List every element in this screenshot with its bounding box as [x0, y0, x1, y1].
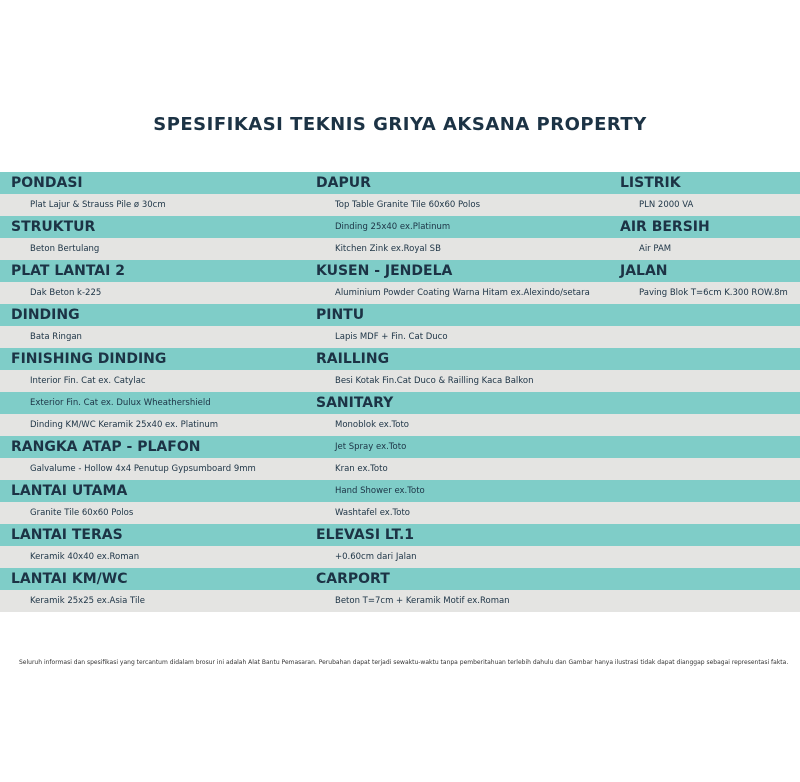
section-heading: LANTAI KM/WC — [11, 571, 128, 587]
spec-item: Keramik 25x25 ex.Asia Tile — [30, 596, 145, 606]
spec-item: Exterior Fin. Cat ex. Dulux Wheathershield — [30, 398, 211, 408]
spec-item: Keramik 40x40 ex.Roman — [30, 552, 140, 562]
section-heading: ELEVASI LT.1 — [316, 527, 415, 543]
section-heading: PLAT LANTAI 2 — [11, 263, 125, 279]
spec-item: Dinding 25x40 ex.Platinum — [335, 222, 451, 232]
section-heading: STRUKTUR — [11, 219, 96, 235]
section-heading: LANTAI UTAMA — [11, 483, 128, 499]
spec-item: Air PAM — [639, 244, 672, 254]
spec-item: Hand Shower ex.Toto — [335, 486, 425, 496]
section-heading: KUSEN - JENDELA — [316, 263, 453, 279]
spec-item: Plat Lajur & Strauss Pile ø 30cm — [30, 200, 166, 210]
section-heading: RAILLING — [316, 351, 390, 367]
spec-item: Kitchen Zink ex.Royal SB — [335, 244, 441, 254]
spec-item: +0.60cm dari Jalan — [335, 552, 417, 562]
section-heading: SANITARY — [316, 395, 394, 411]
spec-item: Washtafel ex.Toto — [335, 508, 411, 518]
spec-item: PLN 2000 VA — [639, 200, 694, 210]
spec-item: Paving Blok T=6cm K.300 ROW.8m — [639, 288, 788, 298]
spec-item: Monoblok ex.Toto — [335, 420, 409, 430]
spec-item: Aluminium Powder Coating Warna Hitam ex.Alexindo/setara — [335, 288, 590, 298]
spec-item: Lapis MDF + Fin. Cat Duco — [335, 332, 448, 342]
spec-item: Jet Spray ex.Toto — [335, 442, 407, 452]
spec-item: Interior Fin. Cat ex. Catylac — [30, 376, 146, 386]
spec-item: Galvalume - Hollow 4x4 Penutup Gypsumboard 9mm — [30, 464, 256, 474]
page-title: SPESIFIKASI TEKNIS GRIYA AKSANA PROPERTY — [153, 114, 647, 135]
section-heading: DAPUR — [316, 175, 371, 191]
section-heading: RANGKA ATAP - PLAFON — [11, 439, 201, 455]
spec-item: Beton T=7cm + Keramik Motif ex.Roman — [335, 596, 510, 606]
spec-item: Granite Tile 60x60 Polos — [30, 508, 134, 518]
spec-column-1 — [11, 172, 256, 612]
spec-column-3 — [620, 172, 788, 304]
section-heading: AIR BERSIH — [620, 219, 710, 235]
section-heading: PONDASI — [11, 175, 83, 191]
section-heading: DINDING — [11, 307, 80, 323]
section-heading: PINTU — [316, 307, 365, 323]
spec-column-2 — [316, 172, 590, 612]
section-heading: LISTRIK — [620, 175, 681, 191]
spec-item: Kran ex.Toto — [335, 464, 388, 474]
spec-item: Bata Ringan — [30, 332, 82, 342]
section-heading: LANTAI TERAS — [11, 527, 123, 543]
spec-item: Beton Bertulang — [30, 244, 100, 254]
spec-item: Dinding KM/WC Keramik 25x40 ex. Platinum — [30, 420, 219, 430]
spec-item: Dak Beton k-225 — [30, 288, 102, 298]
spec-item: Besi Kotak Fin.Cat Duco & Railling Kaca Balkon — [335, 376, 534, 386]
section-heading: FINISHING DINDING — [11, 351, 167, 367]
disclaimer-text: Seluruh informasi dan spesifikasi yang tercantum didalam brosur ini adalah Alat Bantu Pemasaran. Perubahan dapat terjadi sewaktu-waktu tanpa pemberitahuan terlebih dahulu dan Gambar hanya ilustrasi tidak dapat dianggap sebagai representasi fakta. — [19, 659, 789, 666]
section-heading: JALAN — [620, 263, 668, 279]
section-heading: CARPORT — [316, 571, 390, 587]
spec-item: Top Table Granite Tile 60x60 Polos — [335, 200, 480, 210]
